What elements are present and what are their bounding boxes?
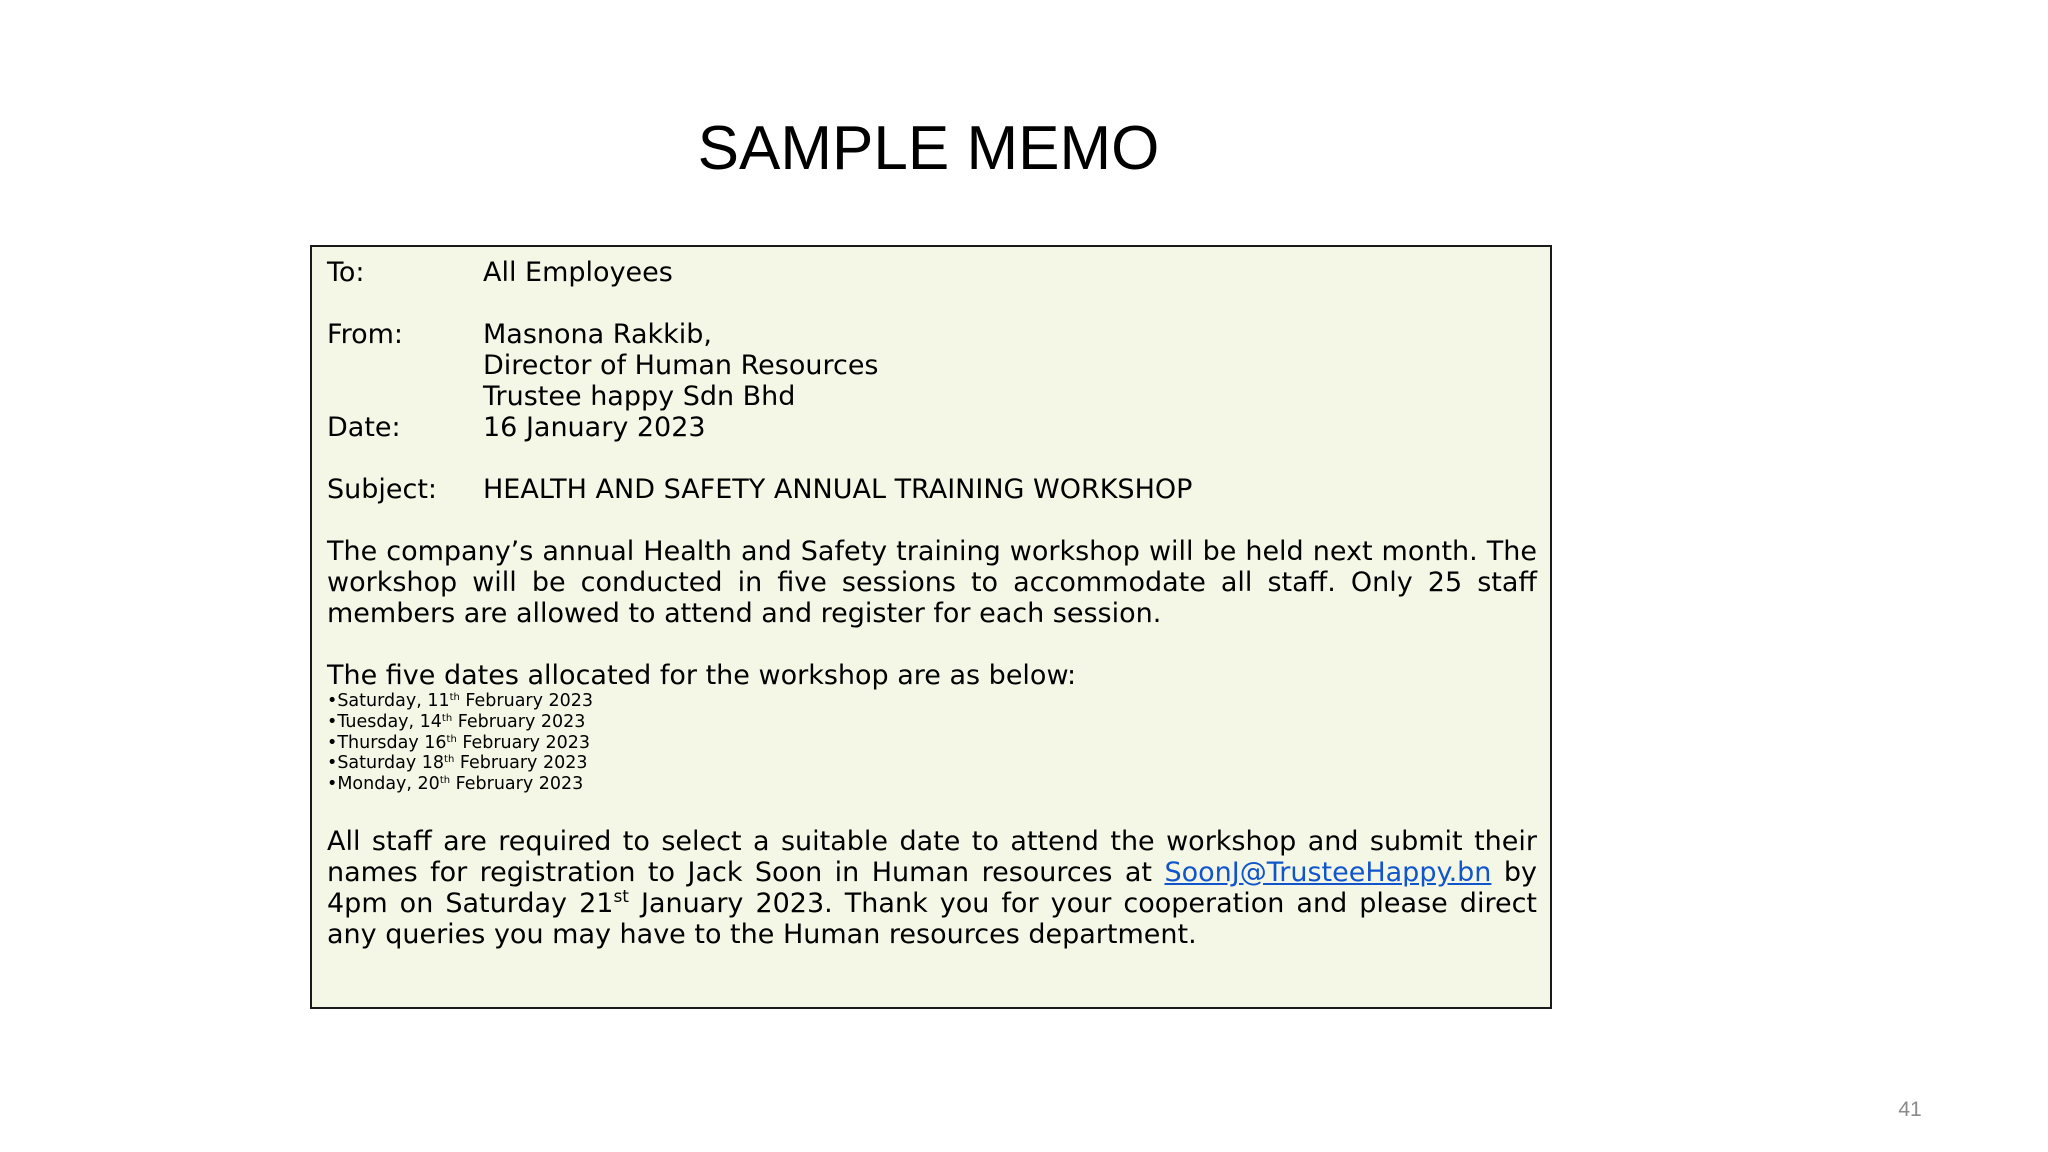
date-text: Saturday 18 [337, 753, 445, 774]
closing-date-ordinal: st [613, 886, 629, 907]
memo-closing-paragraph [327, 826, 1537, 950]
date-month-year: February 2023 [459, 691, 594, 711]
memo-to-row [327, 257, 1537, 288]
bullet: • [327, 732, 338, 753]
date-month-year: February 2023 [456, 732, 591, 753]
date-month-year: February 2023 [454, 753, 588, 774]
list-item [327, 774, 1537, 795]
closing-text-part-3: January 2023. Thank you for your cooperation and please direct any queries you may have to the Human resources department. [327, 887, 1538, 950]
bullet: • [327, 711, 338, 732]
memo-from-label: From: [327, 319, 403, 350]
date-ordinal: th [444, 754, 455, 766]
date-text: Monday, 20 [337, 774, 440, 795]
date-ordinal: th [449, 692, 460, 703]
date-ordinal: th [441, 712, 453, 724]
memo-from-row [327, 319, 1537, 412]
memo-from-company: Trustee happy Sdn Bhd [483, 381, 796, 412]
page-number: 41 [1898, 1098, 1922, 1121]
date-ordinal: th [446, 733, 457, 745]
memo-date-label: Date: [327, 412, 401, 443]
list-item [327, 712, 1537, 733]
closing-text-part-2: by 4pm on Saturday 21 [327, 856, 1537, 919]
memo-content [327, 257, 1537, 950]
list-item [327, 691, 1537, 712]
bullet: • [327, 774, 338, 795]
memo-to-value: All Employees [483, 257, 673, 288]
list-item [327, 753, 1537, 774]
date-text: Thursday 16 [337, 732, 447, 753]
date-text: Saturday, 11 [337, 691, 450, 711]
memo-date-row [327, 412, 1537, 443]
memo-subject-label: Subject: [327, 474, 438, 505]
date-month-year: February 2023 [450, 774, 584, 795]
date-ordinal: th [439, 775, 451, 787]
memo-subject-value: HEALTH AND SAFETY ANNUAL TRAINING WORKSHOP [483, 474, 1193, 505]
memo-date-value: 16 January 2023 [483, 412, 706, 443]
workshop-dates-list [327, 691, 1537, 795]
date-text: Tuesday, 14 [337, 711, 442, 732]
list-item [327, 733, 1537, 754]
memo-from-position: Director of Human Resources [483, 350, 879, 381]
bullet: • [327, 691, 338, 711]
bullet: • [327, 753, 338, 774]
memo-from-value [483, 319, 1537, 412]
memo-dates-intro: The five dates allocated for the workshop are as below: [327, 660, 1077, 691]
memo-to-label: To: [327, 257, 365, 288]
memo-from-name: Masnona Rakkib, [483, 319, 712, 350]
date-month-year: February 2023 [452, 711, 586, 732]
memo-paragraph-intro: The company’s annual Health and Safety training workshop will be held next month. The workshop will be conducted in five sessions to accommodate all staff. Only 25 staff members are allowed to attend and register for each session. [327, 536, 1537, 629]
closing-text-part-1: All staff are required to select a suitable date to attend the workshop and submit their names for registration to Jack Soon in Human resources at [327, 825, 1537, 888]
email-link[interactable]: SoonJ@TrusteeHappy.bn [1164, 856, 1492, 888]
memo-subject-row [327, 474, 1537, 505]
memo-box [310, 245, 1552, 1009]
slide-title: SAMPLE MEMO [697, 114, 1160, 183]
